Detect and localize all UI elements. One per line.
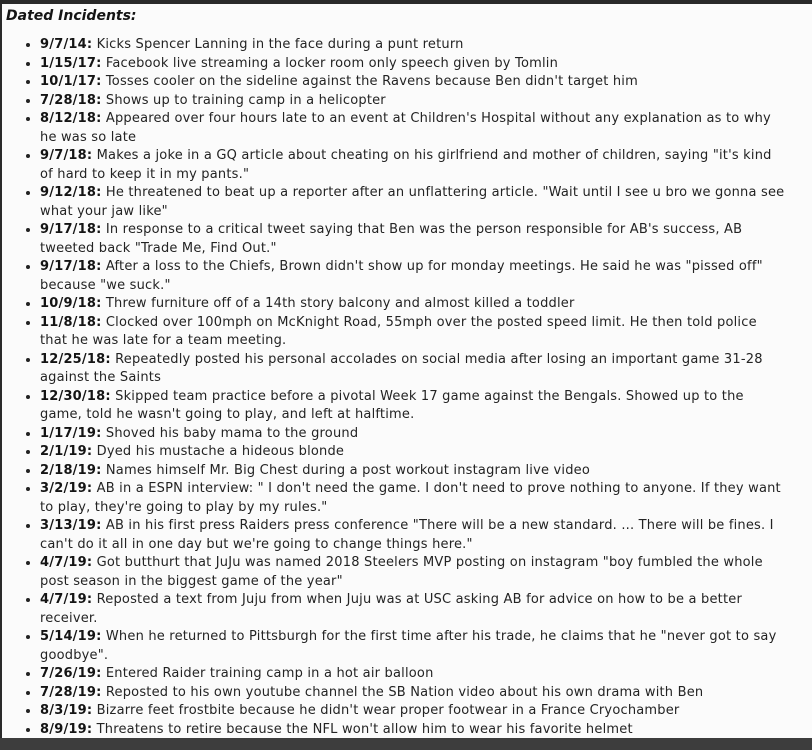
incident-date: 8/12/18: (40, 111, 102, 126)
incident-date: 1/17/19: (40, 425, 102, 441)
incident-item (40, 110, 786, 147)
incident-item (40, 684, 786, 703)
incident-item (40, 351, 786, 388)
incident-item (40, 221, 786, 258)
incident-item (40, 554, 786, 591)
incident-text: After a loss to the Chiefs, Brown didn't show up for monday meetings. He said he was "pissed off" because "we suck." (40, 259, 763, 293)
incident-date: 7/28/18: (40, 92, 102, 108)
incident-text: Skipped team practice before a pivotal Week 17 game against the Bengals. Showed up to the game, told he wasn't going to play, and left at halftime. (40, 388, 744, 422)
incident-text: Shoved his baby mama to the ground (105, 425, 359, 441)
incident-item (40, 92, 786, 111)
incident-date: 9/7/14: (40, 37, 93, 52)
bottom-border-bar (0, 738, 812, 750)
incident-item (40, 73, 786, 92)
incident-item (40, 628, 786, 665)
incident-text: In response to a critical tweet saying that Ben was the person responsible for AB's success, AB tweeted back "Trade Me, Find Out." (40, 222, 743, 256)
incident-date: 11/8/18: (40, 314, 102, 330)
incident-date: 12/25/18: (40, 351, 111, 367)
incident-item (40, 480, 786, 517)
incident-item (40, 314, 786, 351)
incident-text: Bizarre feet frostbite because he didn't wear proper footwear in a France Cryochamber (96, 703, 680, 718)
incident-item (40, 702, 786, 721)
incident-date: 9/17/18: (40, 222, 102, 237)
incident-item (40, 665, 786, 684)
incident-text: Threw furniture off of a 14th story balcony and almost killed a toddler (105, 296, 575, 311)
incident-date: 3/13/19: (40, 518, 102, 533)
incident-item (40, 184, 786, 221)
incident-item (40, 36, 786, 55)
incident-text: Clocked over 100mph on McKnight Road, 55mph over the posted speed limit. He then told police that he was late for a team meeting. (40, 314, 757, 348)
incident-date: 7/26/19: (40, 666, 102, 681)
incident-item (40, 462, 786, 481)
left-border-bar (0, 0, 2, 750)
incident-item (40, 721, 786, 740)
incident-text: AB in his first press Raiders press conference "There will be a new standard. ... There will be fines. I can't do it all in one day but we're going to change things here." (40, 518, 774, 552)
incident-text: Shows up to training camp in a helicopter (105, 92, 386, 108)
incident-item (40, 517, 786, 554)
incident-text: When he returned to Pittsburgh for the first time after his trade, he claims that he "never got to say goodbye". (40, 629, 777, 663)
incident-date: 7/28/19: (40, 684, 102, 700)
incident-date: 9/12/18: (40, 185, 102, 200)
page-title: Dated Incidents: (6, 8, 137, 24)
incident-date: 8/3/19: (40, 703, 93, 718)
incident-date: 9/7/18: (40, 148, 93, 163)
incident-text: Reposted to his own youtube channel the SB Nation video about his own drama with Ben (105, 684, 704, 700)
incident-item (40, 147, 786, 184)
document-content (2, 4, 812, 739)
top-border-bar (0, 0, 812, 4)
incident-text: Kicks Spencer Lanning in the face during a punt return (96, 37, 464, 52)
incident-text: Threatens to retire because the NFL won't allow him to wear his favorite helmet (96, 721, 633, 737)
incident-item (40, 388, 786, 425)
incident-date: 8/9/19: (40, 721, 93, 737)
incident-date: 2/1/19: (40, 444, 93, 459)
incident-item (40, 295, 786, 314)
incident-item (40, 258, 786, 295)
incident-date: 4/7/19: (40, 555, 93, 570)
incident-text: Repeatedly posted his personal accolades on social media after losing an important game 31-28 against the Saints (40, 351, 763, 385)
incident-item (40, 591, 786, 628)
incident-text: Entered Raider training camp in a hot air balloon (105, 666, 434, 681)
incident-date: 2/18/19: (40, 462, 102, 478)
incident-text: Facebook live streaming a locker room only speech given by Tomlin (105, 55, 559, 71)
incident-text: Tosses cooler on the sideline against the Ravens because Ben didn't target him (105, 74, 638, 89)
incident-text: AB in a ESPN interview: " I don't need the game. I don't need to prove nothing to anyone. If they want to play, they're going to play by my rules." (40, 481, 781, 515)
incident-date: 1/15/17: (40, 55, 102, 71)
incident-date: 5/14/19: (40, 629, 102, 644)
incident-date: 3/2/19: (40, 481, 93, 496)
incident-text: Reposted a text from Juju from when Juju was at USC asking AB for advice on how to be a better receiver. (40, 592, 743, 626)
incident-date: 12/30/18: (40, 388, 111, 404)
incident-date: 10/9/18: (40, 296, 102, 311)
incident-list (6, 36, 786, 739)
incident-date: 4/7/19: (40, 592, 93, 607)
incident-date: 9/17/18: (40, 259, 102, 274)
incident-item (40, 55, 786, 74)
incident-text: Got butthurt that JuJu was named 2018 Steelers MVP posting on instagram "boy fumbled the whole post season in the biggest game of the year" (40, 555, 763, 589)
incident-text: Names himself Mr. Big Chest during a post workout instagram live video (105, 462, 591, 478)
incident-text: Makes a joke in a GQ article about cheating on his girlfriend and mother of children, saying "it's kind of hard to keep it in my pants." (40, 148, 772, 182)
incident-text: He threatened to beat up a reporter after an unflattering article. "Wait until I see u bro we gonna see what your jaw like" (40, 185, 785, 219)
incident-item (40, 425, 786, 444)
incident-item (40, 443, 786, 462)
incident-text: Appeared over four hours late to an event at Children's Hospital without any explanation as to why he was so late (40, 111, 771, 145)
incident-text: Dyed his mustache a hideous blonde (96, 444, 345, 459)
incident-date: 10/1/17: (40, 74, 102, 89)
